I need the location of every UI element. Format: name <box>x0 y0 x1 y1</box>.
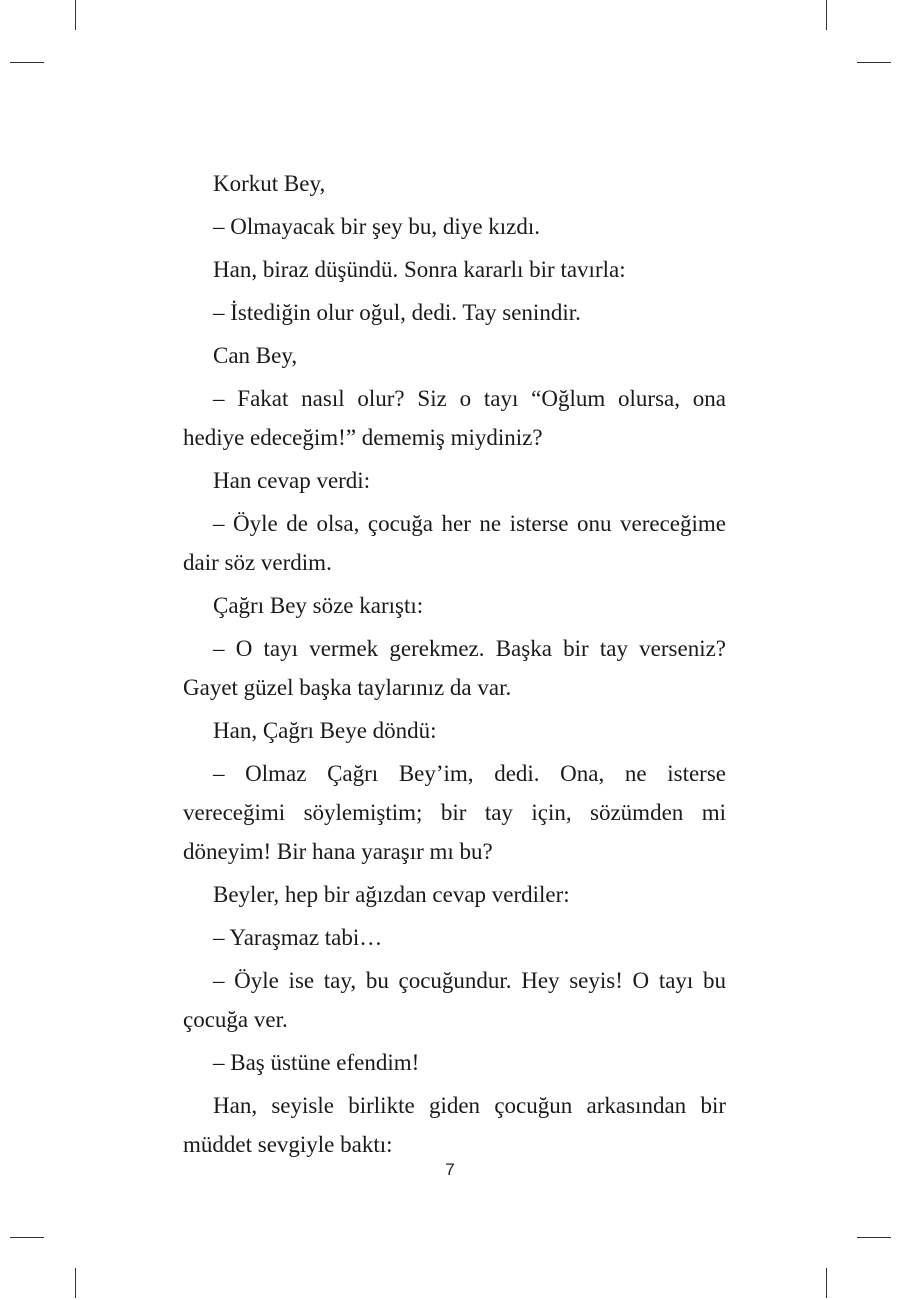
paragraph: Han cevap verdi: <box>213 468 371 493</box>
crop-mark-top-right <box>826 0 827 30</box>
body-text <box>183 164 732 1168</box>
crop-mark-bottom-left <box>75 1268 76 1298</box>
crop-mark-bottom-right <box>826 1268 827 1298</box>
paragraph: – Yaraşmaz tabi… <box>213 925 383 950</box>
paragraph: – Fakat nasıl olur? Siz o tayı “Oğlum olursa, ona hediye edeceğim!” dememiş miydiniz? <box>183 386 732 450</box>
paragraph: – Olmaz Çağrı Bey’im, dedi. Ona, ne isterse vereceğimi söylemiştim; bir tay için, sözümden mi döneyim! Bir hana yaraşır mı bu? <box>183 761 732 864</box>
paragraph: Han, Çağrı Beye döndü: <box>213 718 437 743</box>
paragraph: – O tayı vermek gerekmez. Başka bir tay verseniz? Gayet güzel başka taylarınız da var. <box>183 636 732 700</box>
paragraph: Korkut Bey, <box>213 171 326 196</box>
paragraph: – Olmayacak bir şey bu, diye kızdı. <box>213 214 541 239</box>
paragraph: – Öyle ise tay, bu çocuğundur. Hey seyis! O tayı bu çocuğa ver. <box>183 968 732 1032</box>
crop-mark-left-bottom <box>10 1237 44 1238</box>
crop-mark-right-bottom <box>857 1237 891 1238</box>
crop-mark-top-left <box>75 0 76 30</box>
paragraph: Han, seyisle birlikte giden çocuğun arkasından bir müddet sevgiyle baktı: <box>183 1093 732 1157</box>
paragraph: – Öyle de olsa, çocuğa her ne isterse onu vereceğime dair söz verdim. <box>183 511 732 575</box>
paragraph: Han, biraz düşündü. Sonra kararlı bir tavırla: <box>213 257 626 282</box>
page-number: 7 <box>445 1160 455 1179</box>
paragraph: Beyler, hep bir ağızdan cevap verdiler: <box>213 882 570 907</box>
paragraph: – Baş üstüne efendim! <box>213 1050 420 1075</box>
crop-mark-left-top <box>10 62 44 63</box>
paragraph: Can Bey, <box>213 343 298 368</box>
crop-mark-right-top <box>857 62 891 63</box>
paragraph: Çağrı Bey söze karıştı: <box>213 593 424 618</box>
paragraph: – İstediğin olur oğul, dedi. Tay senindir. <box>213 300 581 325</box>
